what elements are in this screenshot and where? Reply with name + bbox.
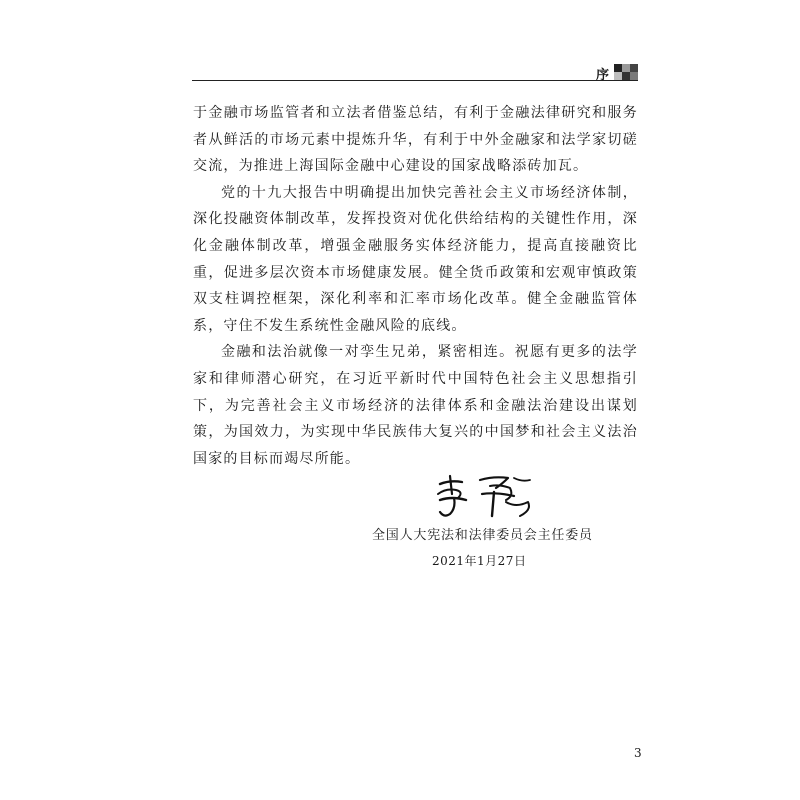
handwritten-signature — [410, 472, 560, 520]
closing-date: 2021年1月27日 — [432, 554, 527, 568]
page-number: 3 — [634, 746, 642, 760]
section-label: 序 — [596, 68, 610, 83]
paragraph-1: 于金融市场监管者和立法者借鉴总结，有利于金融法律研究和服务者从鲜活的市场元素中提炼升华，有利于中外金融家和法学家切磋交流，为推进上海国际金融中心建设的国家战略添砖加瓦。 — [193, 105, 638, 175]
paragraph-3: 金融和法治就像一对孪生兄弟，紧密相连。祝愿有更多的法学家和律师潜心研究，在习近平新时代中国特色社会主义思想指引下，为完善社会主义市场经济的法律体系和金融法治建设出谋划策，为国效力，为实现中华民族伟大复兴的中国梦和社会主义法治国家的目标而竭尽所能。 — [193, 344, 638, 467]
header-rule — [192, 80, 638, 81]
checker-block-icon — [614, 64, 638, 80]
signature-image — [410, 472, 560, 520]
paragraph-2: 党的十九大报告中明确提出加快完善社会主义市场经济体制，深化投融资体制改革，发挥投资对优化供给结构的关键性作用，深化金融体制改革，增强金融服务实体经济能力，提高直接融资比重，促进多层次资本市场健康发展。健全货币政策和宏观审慎政策双支柱调控框架，深化利率和汇率市场化改革。健全金融监管体系，守住不发生系统性金融风险的底线。 — [193, 184, 638, 334]
body-text — [193, 100, 638, 472]
closing-title: 全国人大宪法和法律委员会主任委员 — [372, 528, 593, 543]
